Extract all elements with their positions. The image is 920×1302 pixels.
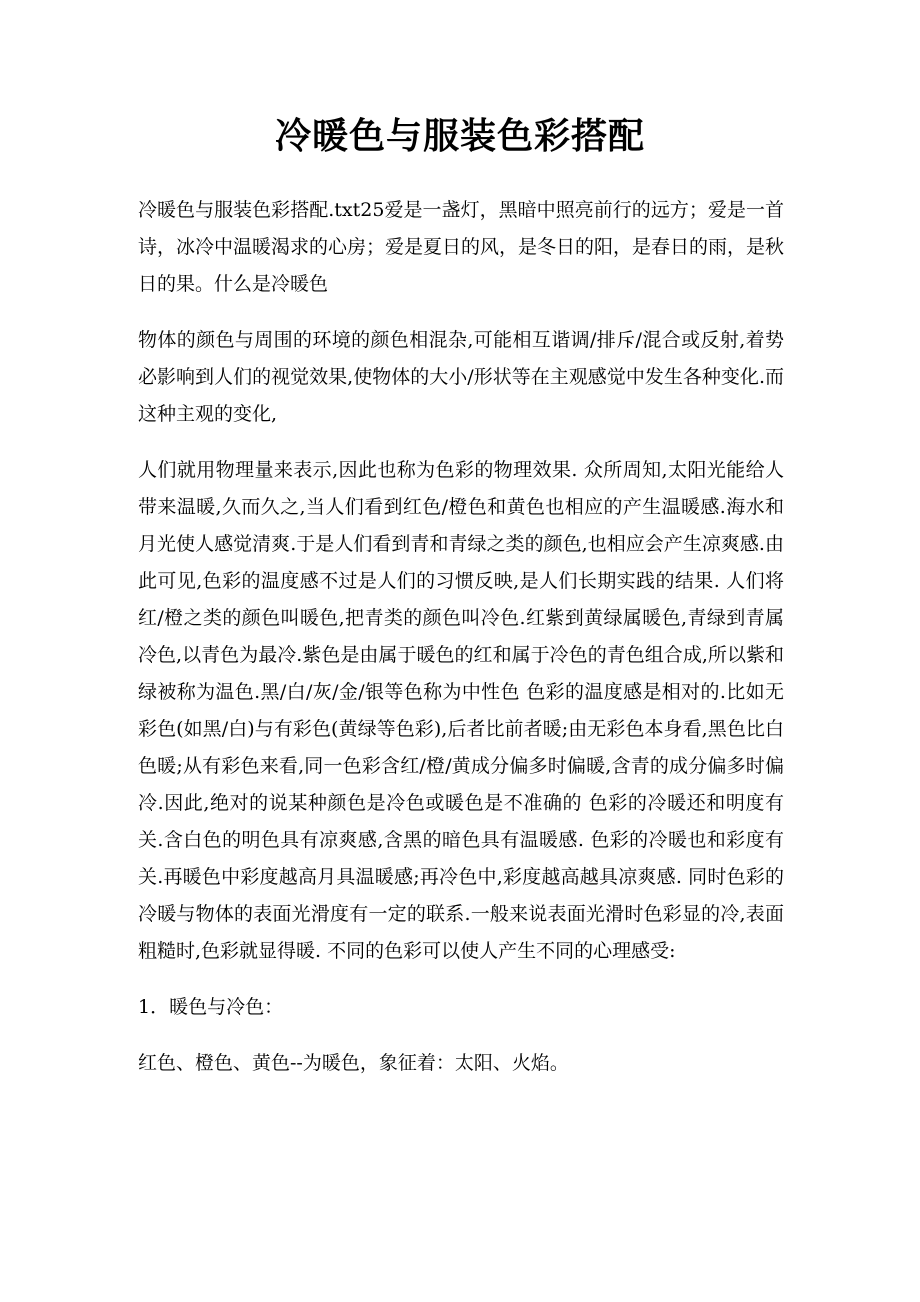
document-title: 冷暖色与服装色彩搭配 (274, 115, 645, 157)
paragraph-intro: 冷暖色与服装色彩搭配.txt25爱是一盏灯，黑暗中照亮前行的远方；爱是一首诗，冰冷中温暖渴求的心房；爱是夏日的风，是冬日的阳，是春日的雨，是秋日的果。什么是冷暖色 (138, 199, 785, 295)
document-body (138, 192, 784, 1101)
paragraph-physical-effect: 人们就用物理量来表示,因此也称为色彩的物理效果. 众所周知,太阳光能给人带来温暖,久而久之,当人们看到红色/橙色和黄色也相应的产生温暖感.海水和月光使人感觉清爽.于是人们看到青和青绿之类的颜色,也相应会产生凉爽感.由此可见,色彩的温度感不过是人们的习惯反映,是人们长期实践的结果. 人们将红/橙之类的颜色叫暖色,把青类的颜色叫冷色.红紫到黄绿属暖色,青绿到青属冷色,以青色为最冷.紫色是由属于暖色的红和属于冷色的青色组合成,所以紫和绿被称为温色.黑/白/灰/金/银等色称为中性色 色彩的温度感是相对的.比如无彩色(如黑/白)与有彩色(黄绿等色彩),后者比前者暖;由无彩色本身看,黑色比白色暖;从有彩色来看,同一色彩含红/橙/黄成分偏多时偏暖,含青的成分偏多时偏冷.因此,绝对的说某种颜色是冷色或暖色是不准确的 色彩的冷暖还和明度有关.含白色的明色具有凉爽感,含黑的暗色具有温暖感. 色彩的冷暖也和彩度有关.再暖色中彩度越高月具温暖感;再冷色中,彩度越高越具凉爽感. 同时色彩的冷暖与物体的表面光滑度有一定的联系.一般来说表面光滑时色彩显的冷,表面粗糙时,色彩就显得暖. 不同的色彩可以使人产生不同的心理感受: (138, 459, 784, 962)
section-heading-warm-cool: 1．暖色与冷色： (138, 996, 284, 1018)
paragraph-warm-colors: 红色、橙色、黄色--为暖色，象征着：太阳、火焰。 (138, 1052, 569, 1074)
paragraph-environment: 物体的颜色与周围的环境的颜色相混杂,可能相互谐调/排斥/混合或反射,着势必影响到人们的视觉效果,使物体的大小/形状等在主观感觉中发生各种变化.而这种主观的变化, (138, 329, 784, 425)
